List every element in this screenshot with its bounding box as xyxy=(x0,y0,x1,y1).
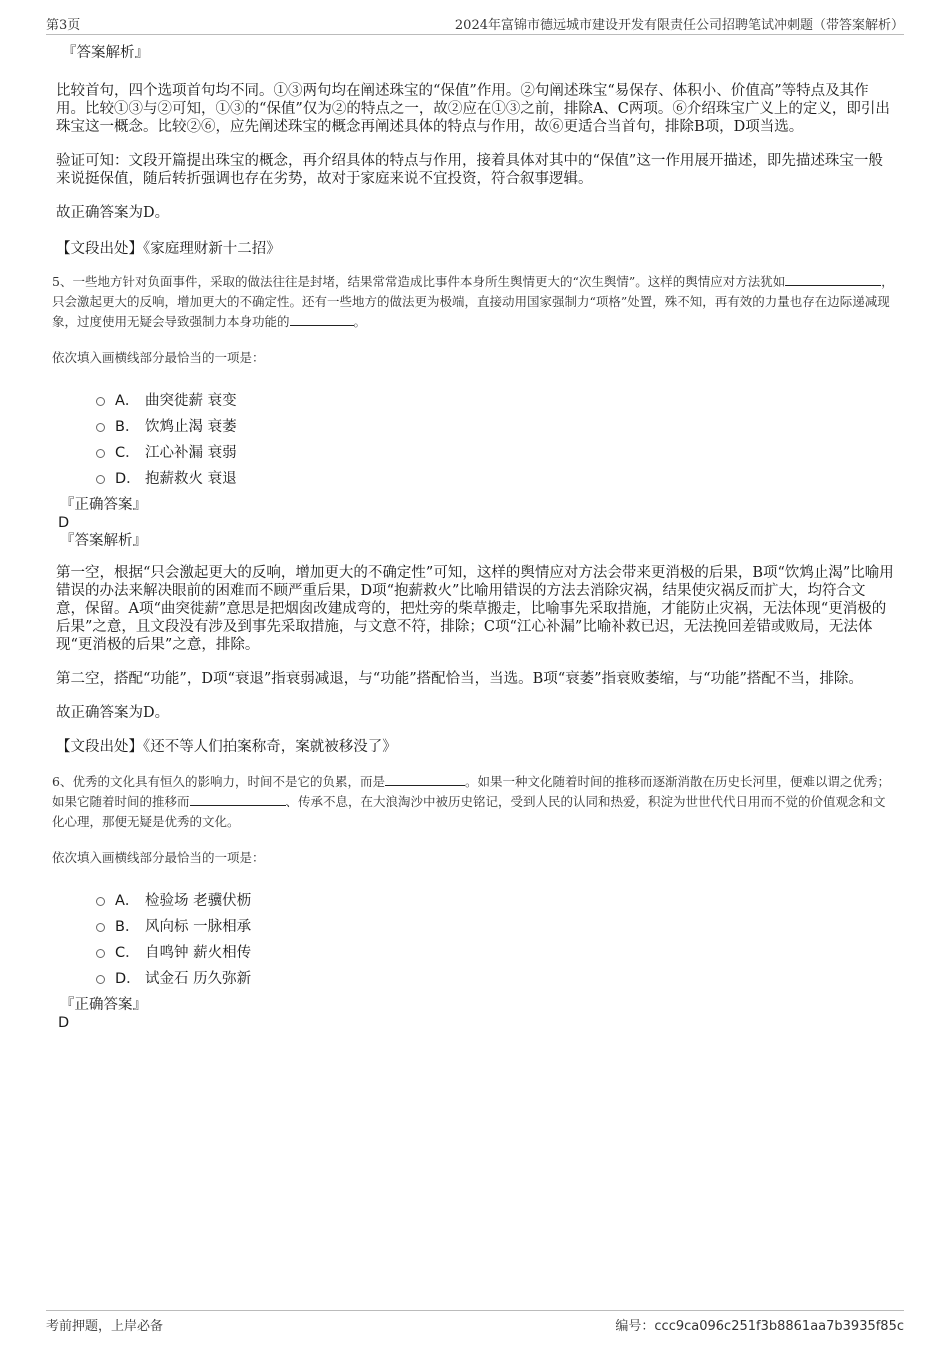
analysis-heading: 『答案解析』 xyxy=(62,45,149,61)
option-list xyxy=(96,886,894,990)
page-content xyxy=(52,44,894,1032)
option-b[interactable]: B． 风向标 一脉相承 xyxy=(96,912,894,938)
correct-answer: D xyxy=(58,1015,70,1031)
fill-blank xyxy=(190,793,286,806)
option-a[interactable]: A． 检验场 老骥伏枥 xyxy=(96,886,894,912)
fill-blank xyxy=(385,773,465,786)
radio-icon[interactable] xyxy=(96,475,105,484)
correct-answer: D xyxy=(58,515,70,531)
correct-answer-heading: 『正确答案』 xyxy=(60,997,147,1013)
conclusion: 故正确答案为D。 xyxy=(56,205,170,221)
option-c[interactable]: C． 江心补漏 衰弱 xyxy=(96,438,894,464)
option-a[interactable]: A． 曲突徙薪 衰变 xyxy=(96,386,894,412)
footer-slogan: 考前押题，上岸必备 xyxy=(46,1319,164,1334)
radio-icon[interactable] xyxy=(96,949,105,958)
option-b[interactable]: B． 饮鸩止渴 衰萎 xyxy=(96,412,894,438)
source-citation: 【文段出处】《还不等人们拍案称奇，案就被移没了》 xyxy=(56,739,397,755)
page-header xyxy=(46,12,904,35)
radio-icon[interactable] xyxy=(96,449,105,458)
analysis-paragraph: 验证可知：文段开篇提出珠宝的概念，再介绍具体的特点与作用，接着具体对其中的“保值”这一作用展开描述，即先描述珠宝一般来说挺保值，随后转折强调也存在劣势，故对于家庭来说不宜投资，符合叙事逻辑。 xyxy=(56,153,883,187)
radio-icon[interactable] xyxy=(96,423,105,432)
document-code: 编号：ccc9ca096c251f3b8861aa7b3935f85c xyxy=(615,1319,904,1334)
question-prompt: 依次填入画横线部分最恰当的一项是： xyxy=(52,350,265,365)
option-d[interactable]: D． 试金石 历久弥新 xyxy=(96,964,894,990)
option-c[interactable]: C． 自鸣钟 薪火相传 xyxy=(96,938,894,964)
analysis-heading: 『答案解析』 xyxy=(60,533,147,549)
radio-icon[interactable] xyxy=(96,923,105,932)
source-citation: 【文段出处】《家庭理财新十二招》 xyxy=(56,241,281,257)
question-prompt: 依次填入画横线部分最恰当的一项是： xyxy=(52,850,265,865)
analysis-paragraph: 比较首句，四个选项首句均不同。①③两句均在阐述珠宝的“保值”作用。②句阐述珠宝“易保存、体积小、价值高”等特点及其作用。比较①③与②可知，①③的“保值”仅为②的特点之一，故②应在①③之前，排除A、C两项。⑥介绍珠宝广义上的定义，即引出珠宝这一概念。比较②⑥，应先阐述珠宝的概念再阐述具体的特点与作用，故⑥更适合当首句，排除B项，D项当选。 xyxy=(56,83,890,135)
analysis-paragraph: 第一空，根据“只会激起更大的反响，增加更大的不确定性”可知，这样的舆情应对方法会带来更消极的后果，B项“饮鸩止渴”比喻用错误的办法来解决眼前的困难而不顾严重后果，D项“抱薪救火”比喻用错误的方法去消除灾祸，结果使灾祸反而扩大，均符合文意，保留。A项“曲突徙薪”意思是把烟囱改建成弯的，把灶旁的柴草搬走，比喻事先采取措施，才能防止灾祸，无法体现“更消极的后果”之意，且文段没有涉及到事先采取措施，与文意不符，排除；C项“江心补漏”比喻补救已迟，无法挽回差错或败局，无法体现“更消极的后果”之意，排除。 xyxy=(56,565,894,653)
analysis-paragraph: 第二空，搭配“功能”，D项“衰退”指衰弱减退，与“功能”搭配恰当，当选。B项“衰萎”指衰败萎缩，与“功能”搭配不当，排除。 xyxy=(56,671,863,687)
page-footer xyxy=(46,1310,904,1333)
radio-icon[interactable] xyxy=(96,975,105,984)
question-stem: 5、一些地方针对负面事件，采取的做法往往是封堵，结果常常造成比事件本身所生舆情更大的“次生舆情”。这样的舆情应对方法犹如 ，只会激起更大的反响，增加更大的不确定性。还有一些地方的做法更为极端，直接动用国家强制力“项格”处置，殊不知，再有效的力量也存在边际递减现象，过度使用无疑会导致强制力本身功能的 。 xyxy=(52,274,894,329)
document-title: 2024年富锦市德远城市建设开发有限责任公司招聘笔试冲刺题（带答案解析） xyxy=(454,18,904,33)
option-d[interactable]: D． 抱薪救火 衰退 xyxy=(96,464,894,490)
question-stem: 6、优秀的文化具有恒久的影响力，时间不是它的负累，而是 。如果一种文化随着时间的推移而逐渐消散在历史长河里，便难以谓之优秀；如果它随着时间的推移而 、传承不息，在大浪淘沙中被历史铭记，受到人民的认同和热爱，积淀为世世代代日用而不觉的价值观念和文化心理，那便无疑是优秀的文化。 xyxy=(52,774,890,829)
fill-blank xyxy=(785,273,881,286)
fill-blank xyxy=(290,313,354,326)
radio-icon[interactable] xyxy=(96,397,105,406)
page-number: 第3页 xyxy=(46,18,81,33)
correct-answer-heading: 『正确答案』 xyxy=(60,497,147,513)
option-list xyxy=(96,386,894,490)
conclusion: 故正确答案为D。 xyxy=(56,705,170,721)
radio-icon[interactable] xyxy=(96,897,105,906)
